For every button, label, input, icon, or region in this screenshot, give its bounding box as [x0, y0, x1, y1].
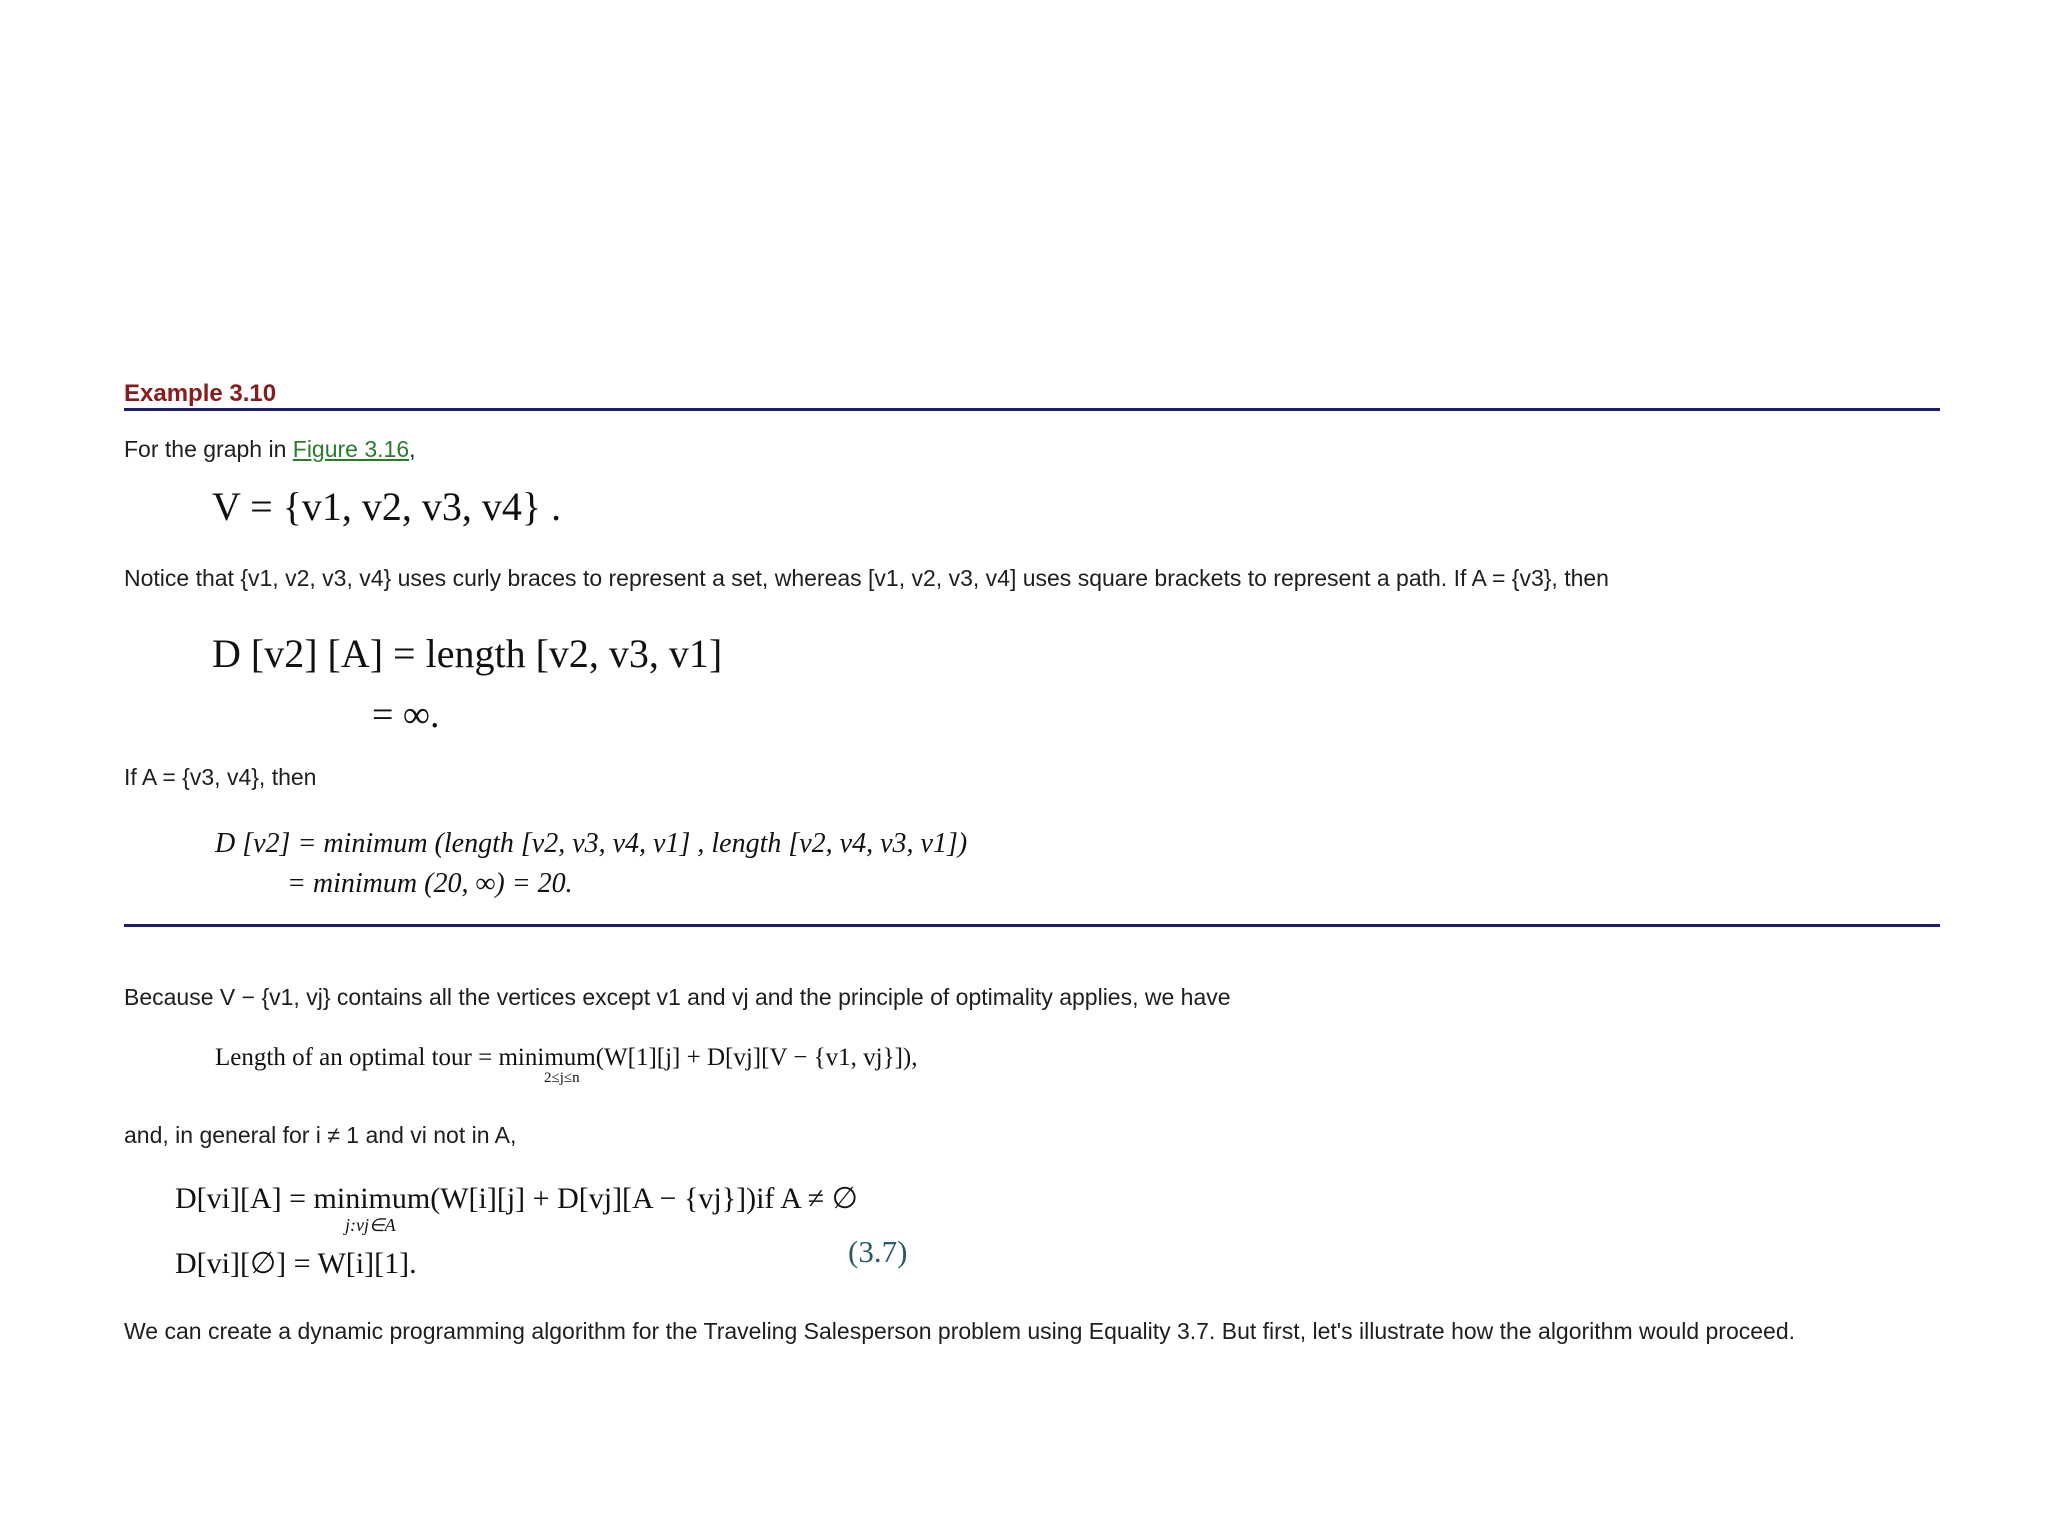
paragraph-dynamic-programming: We can create a dynamic programming algorithm for the Traveling Salesperson problem using Equality 3.7. But first, let's illustrate how the algorithm would proceed.: [124, 1318, 1796, 1344]
equation-vertex-set: V = {v1, v2, v3, v4} .: [212, 484, 562, 529]
equation-recurrence-line1: D[vi][A] = minimum(W[i][j] + D[vj][A − {vj}])if A ≠ ∅: [175, 1182, 858, 1215]
equation-recurrence-line2: D[vi][∅] = W[i][1].: [175, 1247, 417, 1280]
top-divider: [124, 408, 1940, 411]
example-title: Example 3.10: [124, 380, 277, 407]
paragraph-if-a: If A = {v3, v4}, then: [124, 764, 317, 790]
bottom-divider: [124, 924, 1940, 927]
paragraph-because: Because V − {v1, vj} contains all the vertices except v1 and vj and the principle of optimality applies, we have: [124, 984, 1231, 1010]
optimal-tour-limit: 2≤j≤n: [544, 1070, 580, 1086]
intro-comma: ,: [409, 436, 416, 462]
equation-minimum-line1: D [v2] = minimum (length [v2, v3, v4, v1] , length [v2, v4, v3, v1]): [215, 828, 968, 859]
equation-minimum-line2: = minimum (20, ∞) = 20.: [287, 868, 573, 899]
paragraph-intro: [124, 436, 416, 463]
recurrence-limit: j:vj∈A: [345, 1215, 396, 1235]
optimal-tour-text: Length of an optimal tour = minimum(W[1][j] + D[vj][V − {v1, vj}]),: [215, 1044, 918, 1071]
equation-optimal-tour: [215, 1044, 918, 1072]
intro-text: For the graph in: [124, 436, 293, 462]
equation-length-line2: = ∞.: [372, 694, 440, 736]
paragraph-set-vs-path: Notice that {v1, v2, v3, v4} uses curly braces to represent a set, whereas [v1, v2, v3, v4] uses square brackets to represent a path. If A = {v3}, then: [124, 565, 1609, 591]
equation-length-line1: D [v2] [A] = length [v2, v3, v1]: [212, 631, 723, 676]
paragraph-in-general: and, in general for i ≠ 1 and vi not in A,: [124, 1122, 517, 1148]
figure-link[interactable]: Figure 3.16: [292, 436, 410, 462]
equation-number: (3.7): [848, 1234, 908, 1269]
